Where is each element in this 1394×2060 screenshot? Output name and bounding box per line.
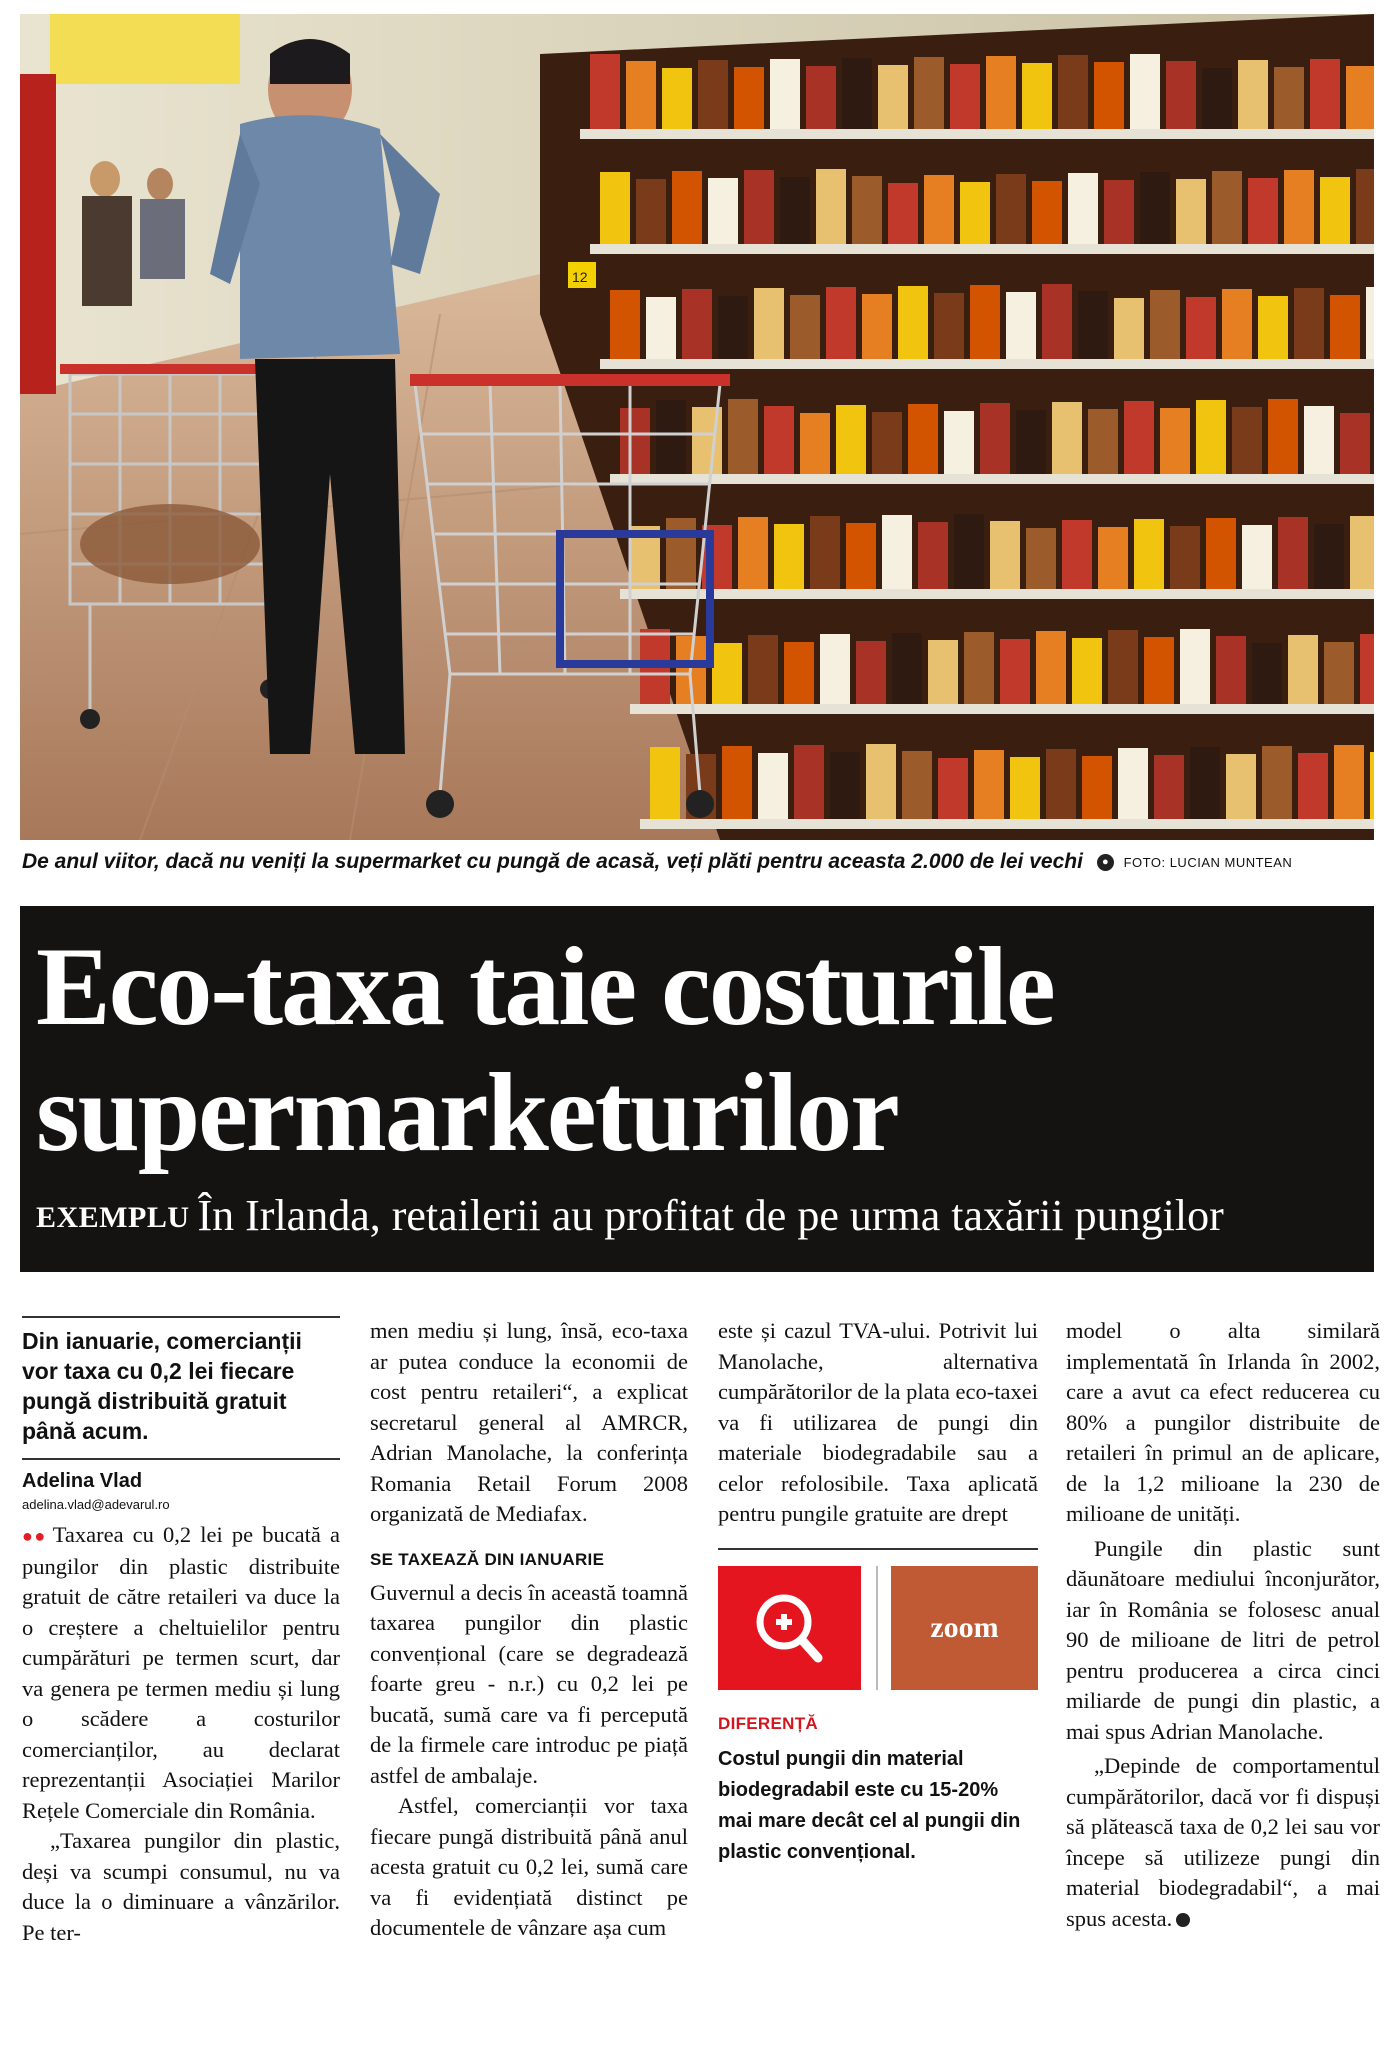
zoom-badge[interactable]: zoom	[891, 1566, 1038, 1690]
paragraph: „Taxarea pungilor din plastic, deși va scumpi consumul, nu va duce la o diminuare a vânzărilor. Pe ter-	[22, 1828, 340, 1945]
price-tag: 12	[572, 269, 588, 285]
author-name: Adelina Vlad	[22, 1470, 143, 1492]
photo-caption	[22, 850, 1372, 880]
zoom-box	[718, 1548, 1038, 1700]
paragraph: Guvernul a decis în această toamnă taxarea pungilor din plastic convențional (care se degradează foarte greu - n.r.) cu 0,2 lei pe bucată, sumă care va fi percepută de la firmele care introduc pe piață astfel de ambalaje.	[370, 1579, 688, 1788]
paragraph: men mediu și lung, însă, eco-taxa ar putea conduce la economii de cost pentru retaileri“, a explicat secretarul general al AMRCR, Adrian Manolache, la conferința Romania Retail Forum 2008 organizată de Mediafax.	[370, 1318, 688, 1526]
sidebar-text: Costul pungii din material biodegradabil este cu 15-20% mai mare decât cel al pungii din plastic convențional.	[718, 1747, 1021, 1863]
headline-line-2: supermarketurilor	[36, 1051, 898, 1175]
author-email[interactable]: adelina.vlad@adevarul.ro	[22, 1497, 170, 1512]
subheadline	[36, 1190, 1366, 1241]
column-2	[370, 1316, 688, 1944]
supermarket-photo	[20, 14, 1374, 840]
column-1	[22, 1316, 340, 1948]
subheadline-text: În Irlanda, retailerii au profitat de pe urma taxării pungilor	[197, 1191, 1224, 1240]
paragraph: model o alta similară implementată în Irlanda în 2002, care a avut ca efect reducerea cu 80% a pungilor distribuite de retaileri în primul an de aplicare, de la 1,2 milioane la 230 de milioane de unități.	[1066, 1318, 1380, 1526]
paragraph: este și cazul TVA-ului. Potrivit lui Manolache, alternativa cumpărătorilor de la plata eco-taxei va fi utilizarea de pungi din materiale biodegradabile sau a celor refolosibile. Taxa aplicată pentru pungile gratuite are drept	[718, 1318, 1038, 1526]
headline-box	[20, 906, 1374, 1272]
paragraph: ●● Taxarea cu 0,2 lei pe bucată a pungilor din plastic distribuite gratuit de către retaileri va duce la o creștere a cheltuielilor pentru cumpărături pe termen scurt, dar va genera pe termen mediu și lung o scădere a costurilor comercianților, au declarat reprezentanții Asociației Marilor Rețele Comerciale din România.	[22, 1522, 340, 1823]
sidebar-heading: DIFERENȚĂ	[718, 1713, 818, 1733]
section-subhead: SE TAXEAZĂ DIN IANUARIE	[370, 1549, 605, 1569]
paragraph: Pungile din plastic sunt dăunătoare mediului înconjurător, iar în România se folosesc anual 90 de milioane de litri de petrol pentru producerea a circa cinci miliarde de pungi din plastic, a mai spus Adrian Manolache.	[1066, 1535, 1380, 1744]
kicker-label: EXEMPLU	[36, 1201, 190, 1234]
photo-credit: FOTO: LUCIAN MUNTEAN	[1123, 854, 1293, 870]
paragraph: Astfel, comercianții vor taxa fiecare pungă distribuită până anul acesta gratuit cu 0,2 lei, sumă care va fi evidențiată distinct pe documentele de vânzare așa cum	[370, 1793, 688, 1940]
camera-icon: ●	[1097, 854, 1114, 871]
headline	[36, 924, 1366, 1176]
article-deck: Din ianuarie, comercianții vor taxa cu 0,2 lei fiecare pungă distribuită gratuit până acum.	[22, 1318, 340, 1460]
column-3	[718, 1316, 1038, 1868]
paragraph: „Depinde de comportamentul cumpărătorilor, dacă vor fi dispuși să plătească taxa de 0,2 lei sau vor începe să utilizeze pungi din material biodegradabil“, a mai spus acesta. ■	[1066, 1753, 1380, 1931]
caption-text: De anul viitor, dacă nu veniți la supermarket cu pungă de acasă, veți plăti pentru aceasta 2.000 de lei vechi	[22, 850, 1083, 873]
end-mark-icon: ■	[1176, 1913, 1190, 1927]
headline-line-1: Eco-taxa taie costurile	[36, 925, 1054, 1049]
lead-marker: ●●	[22, 1526, 47, 1546]
column-4	[1066, 1316, 1380, 1934]
zoom-plus-icon[interactable]	[718, 1566, 861, 1690]
